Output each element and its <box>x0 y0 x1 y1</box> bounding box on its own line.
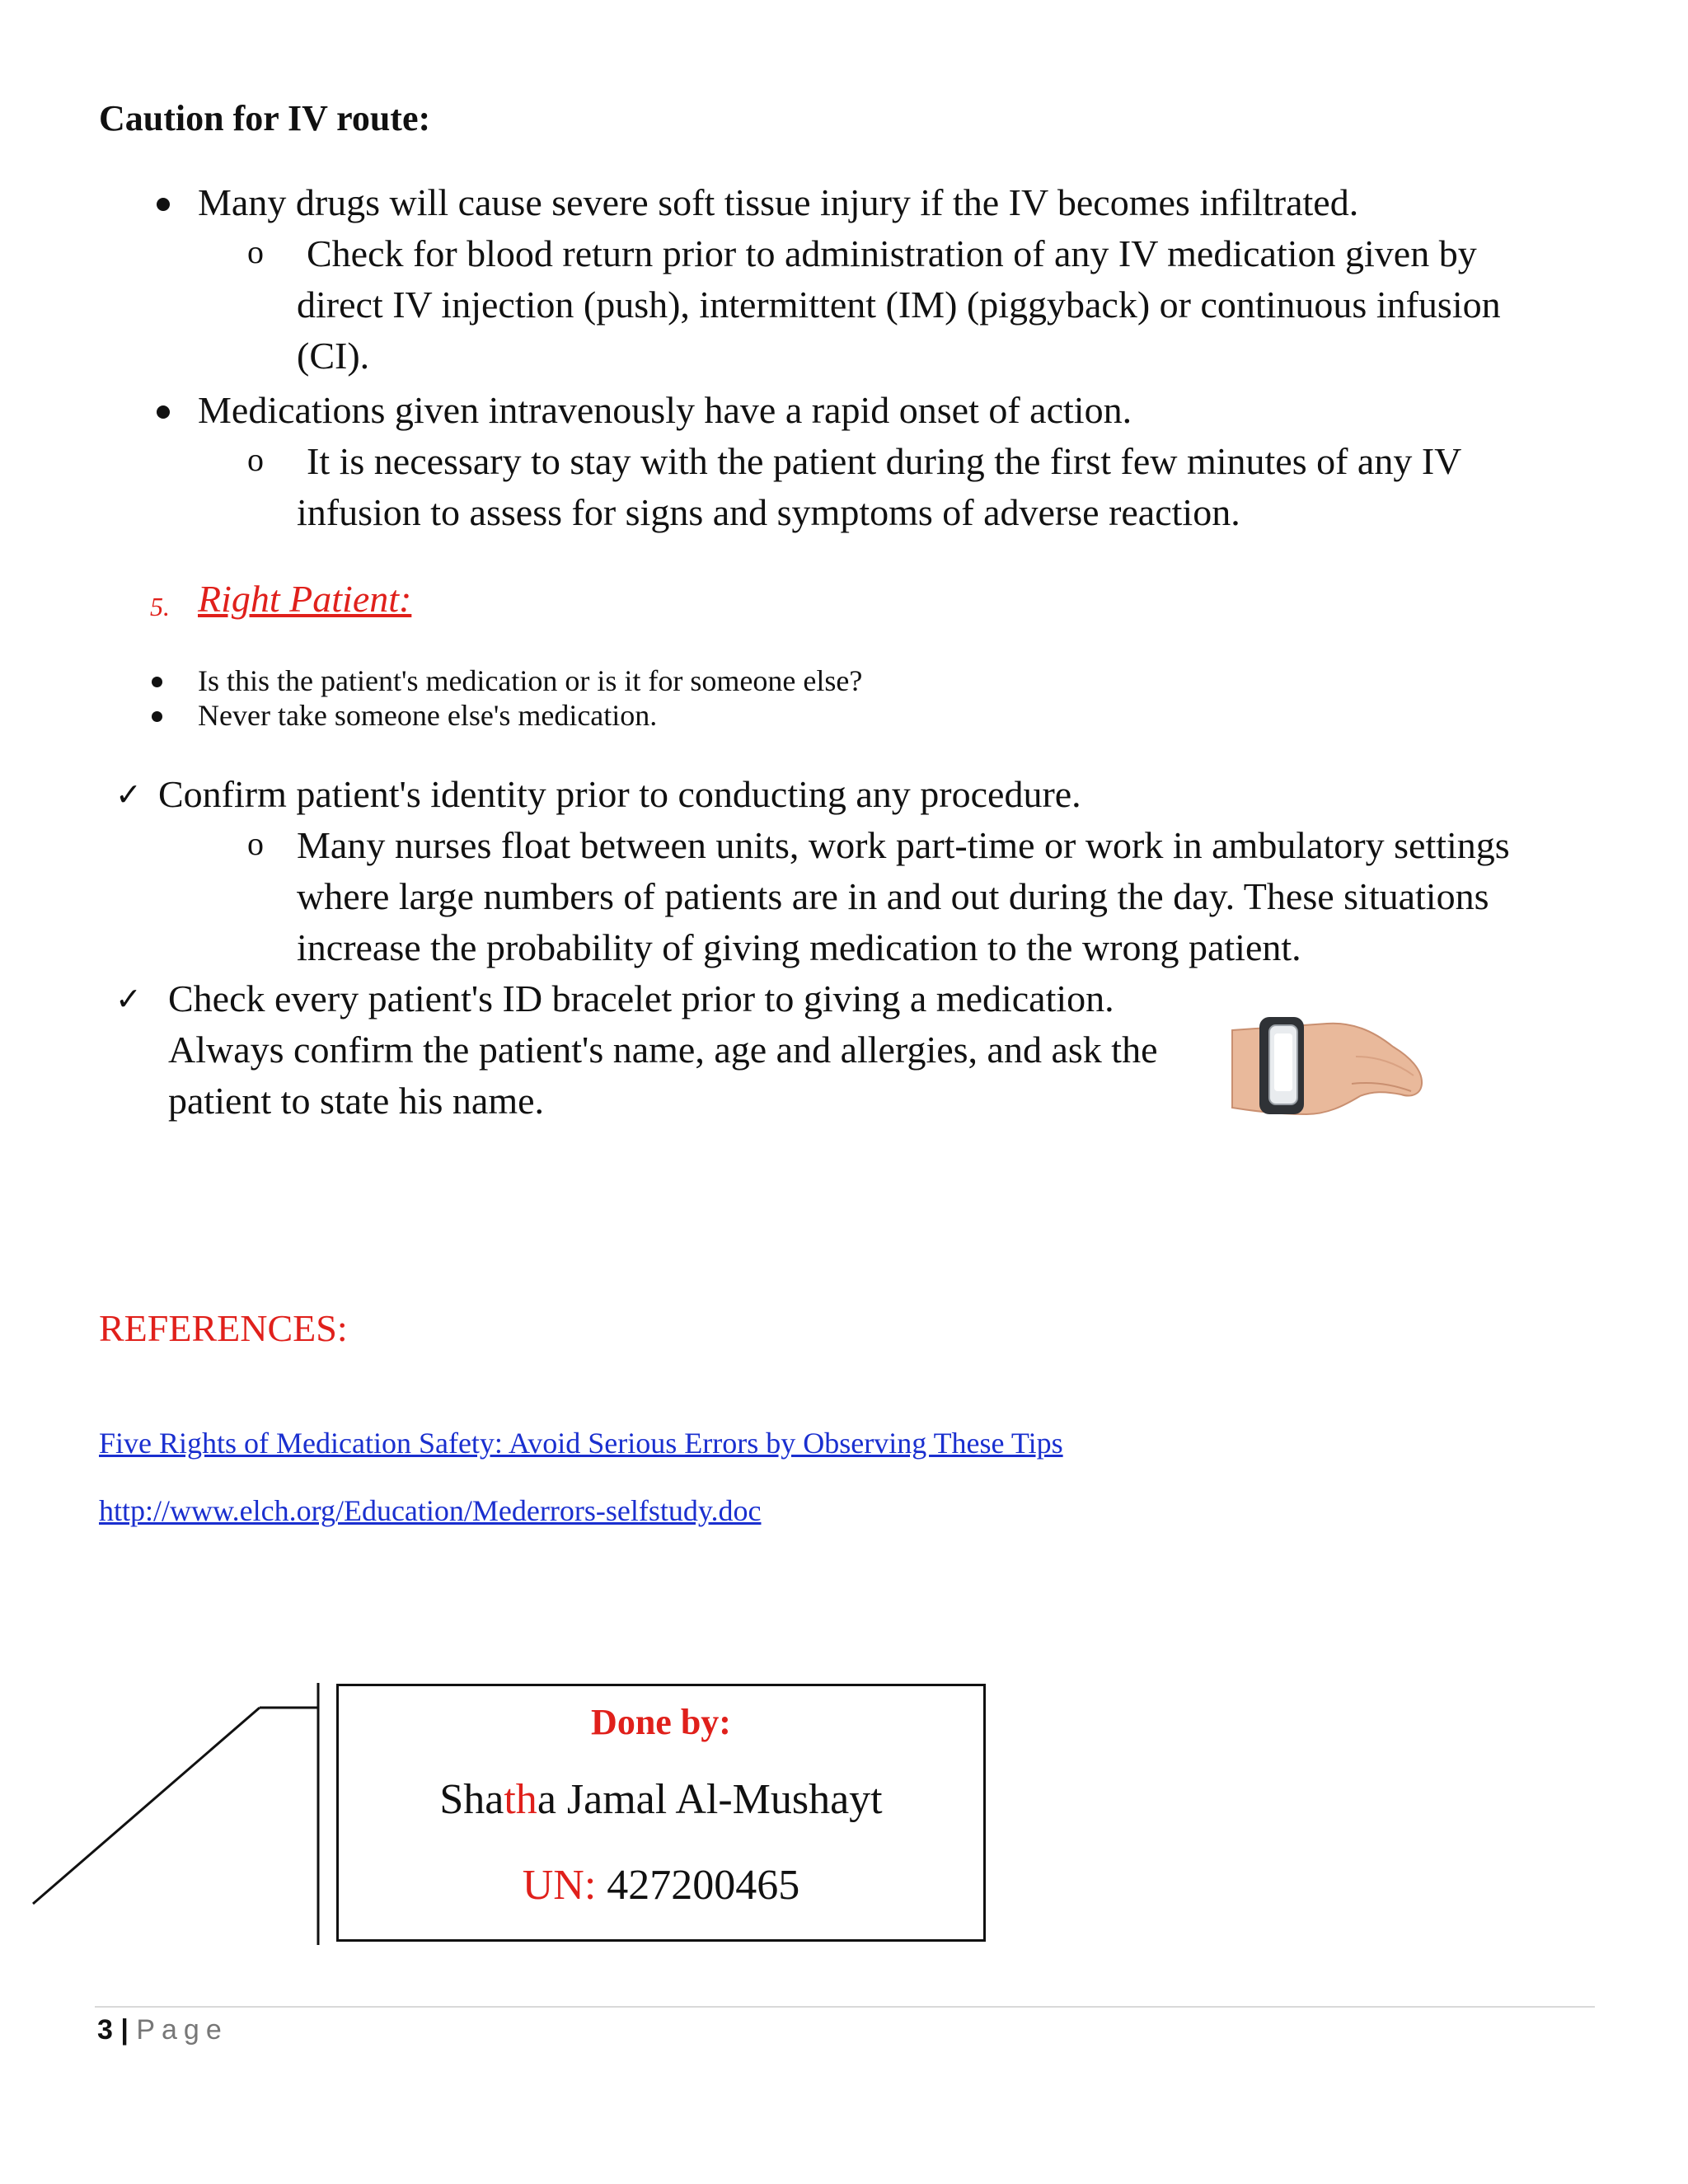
author-name <box>339 1775 983 1824</box>
caution-sub-1-line-2: direct IV injection (push), intermittent (IM) (piggyback) or continuous infusion <box>297 284 1501 326</box>
right-patient-bullet-2: Never take someone else's medication. <box>198 699 658 732</box>
section-title-caution: Caution for IV route: <box>99 98 431 138</box>
author-name-part-1: Sha <box>439 1776 504 1823</box>
author-name-part-3: a Jamal Al-Mushayt <box>537 1776 883 1823</box>
circle-bullet-icon: o <box>247 825 264 862</box>
caution-bullet-2: Medications given intravenously have a rapid onset of action. <box>198 389 1132 431</box>
caution-sub-1-line-1: Check for blood return prior to administration of any IV medication given by <box>307 232 1477 274</box>
un-value: 427200465 <box>596 1862 800 1909</box>
check-item-1: Confirm patient's identity prior to conducting any procedure. <box>158 773 1081 815</box>
un-label: UN: <box>522 1862 597 1909</box>
check-item-2-line-1: Check every patient's ID bracelet prior to giving a medication. <box>168 977 1114 1019</box>
circle-bullet-icon: o <box>247 441 264 478</box>
check-1-sub-line-1: Many nurses float between units, work part-time or work in ambulatory settings <box>297 824 1510 866</box>
page-label: Page <box>136 2014 228 2046</box>
caution-sub-1-line-3: (CI). <box>297 335 370 377</box>
caution-bullet-1: Many drugs will cause severe soft tissue injury if the IV becomes infiltrated. <box>198 181 1359 223</box>
circle-bullet-icon: o <box>247 233 264 270</box>
page-footer <box>97 2014 228 2046</box>
bullet-icon <box>152 711 162 722</box>
caution-sub-2-line-2: infusion to assess for signs and symptoms of adverse reaction. <box>297 491 1240 533</box>
done-by-label: Done by: <box>591 1702 731 1742</box>
decorative-bracket-lines <box>0 1673 346 1953</box>
caution-sub-2-line-1: It is necessary to stay with the patient during the first few minutes of any IV <box>307 440 1462 482</box>
check-1-sub-line-2: where large numbers of patients are in and out during the day. These situations <box>297 875 1489 917</box>
check-icon: ✓ <box>115 778 142 813</box>
done-by-box <box>336 1684 986 1942</box>
section-heading-right-patient: Right Patient: <box>198 578 412 620</box>
check-item-2-line-3: patient to state his name. <box>168 1080 545 1122</box>
page-number: 3 <box>97 2014 113 2046</box>
check-icon: ✓ <box>115 982 142 1017</box>
reference-link-2[interactable]: http://www.elch.org/Education/Mederrors-selfstudy.doc <box>99 1494 762 1527</box>
bullet-icon <box>152 677 162 687</box>
author-name-part-2: th <box>504 1776 537 1823</box>
right-patient-bullet-1: Is this the patient's medication or is it for someone else? <box>198 664 863 697</box>
footer-separator: | <box>120 2014 129 2046</box>
reference-link-1[interactable]: Five Rights of Medication Safety: Avoid Serious Errors by Observing These Tips <box>99 1427 1063 1460</box>
bullet-icon <box>157 198 170 211</box>
references-heading: REFERENCES: <box>99 1307 348 1349</box>
bullet-icon <box>157 405 170 419</box>
check-1-sub-line-3: increase the probability of giving medication to the wrong patient. <box>297 926 1301 968</box>
wrist-id-bracelet-image <box>1228 1005 1434 1137</box>
footer-divider <box>95 2006 1595 2008</box>
check-item-2-line-2: Always confirm the patient's name, age and allergies, and ask the <box>168 1029 1158 1071</box>
university-number <box>339 1861 983 1910</box>
section-number: 5. <box>150 592 170 621</box>
